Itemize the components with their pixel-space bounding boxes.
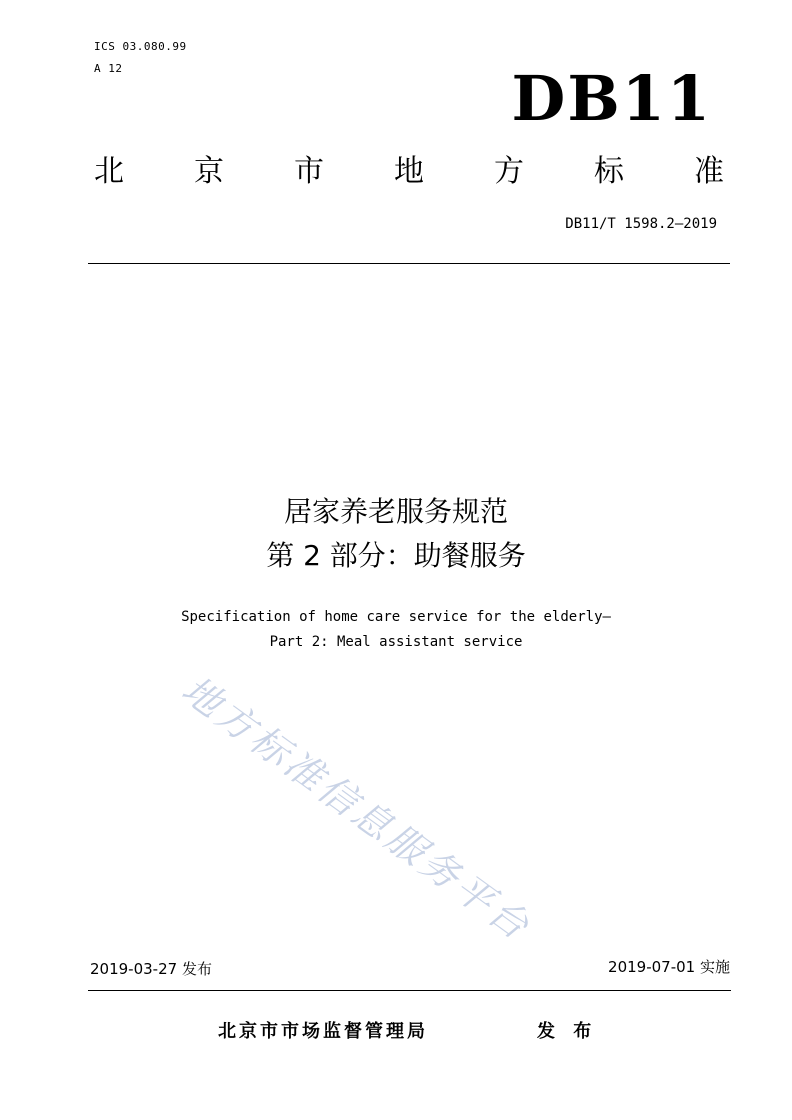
english-title-line-1: Specification of home care service for the elderly— xyxy=(181,609,611,625)
implementation-date: 2019-07-01 实施 xyxy=(608,958,730,976)
db11-logo: DB11 xyxy=(511,62,712,135)
top-divider xyxy=(88,263,730,264)
standard-type-char: 标 xyxy=(594,154,624,189)
bottom-divider xyxy=(88,990,731,991)
standard-type-heading xyxy=(94,152,724,192)
chinese-title-line-1: 居家养老服务规范 xyxy=(283,495,508,528)
standard-type-char: 方 xyxy=(494,154,524,189)
classification-code: A 12 xyxy=(94,62,123,75)
standard-type-char: 京 xyxy=(194,154,224,189)
standard-type-char: 市 xyxy=(294,154,324,189)
ics-code: ICS 03.080.99 xyxy=(94,40,187,53)
english-title-line-2: Part 2: Meal assistant service xyxy=(269,634,523,650)
standard-number: DB11/T 1598.2—2019 xyxy=(565,216,717,232)
standard-type-char: 准 xyxy=(694,154,724,189)
issue-label: 发 布 xyxy=(537,1021,598,1042)
chinese-title-line-2: 第 2 部分：助餐服务 xyxy=(266,539,526,572)
standard-type-char: 地 xyxy=(394,154,424,189)
publish-date: 2019-03-27 发布 xyxy=(90,960,212,978)
watermark: 地方标准信息服务平台 xyxy=(173,667,540,950)
standard-type-char: 北 xyxy=(94,154,124,189)
issuing-authority: 北京市市场监督管理局 xyxy=(218,1021,428,1042)
